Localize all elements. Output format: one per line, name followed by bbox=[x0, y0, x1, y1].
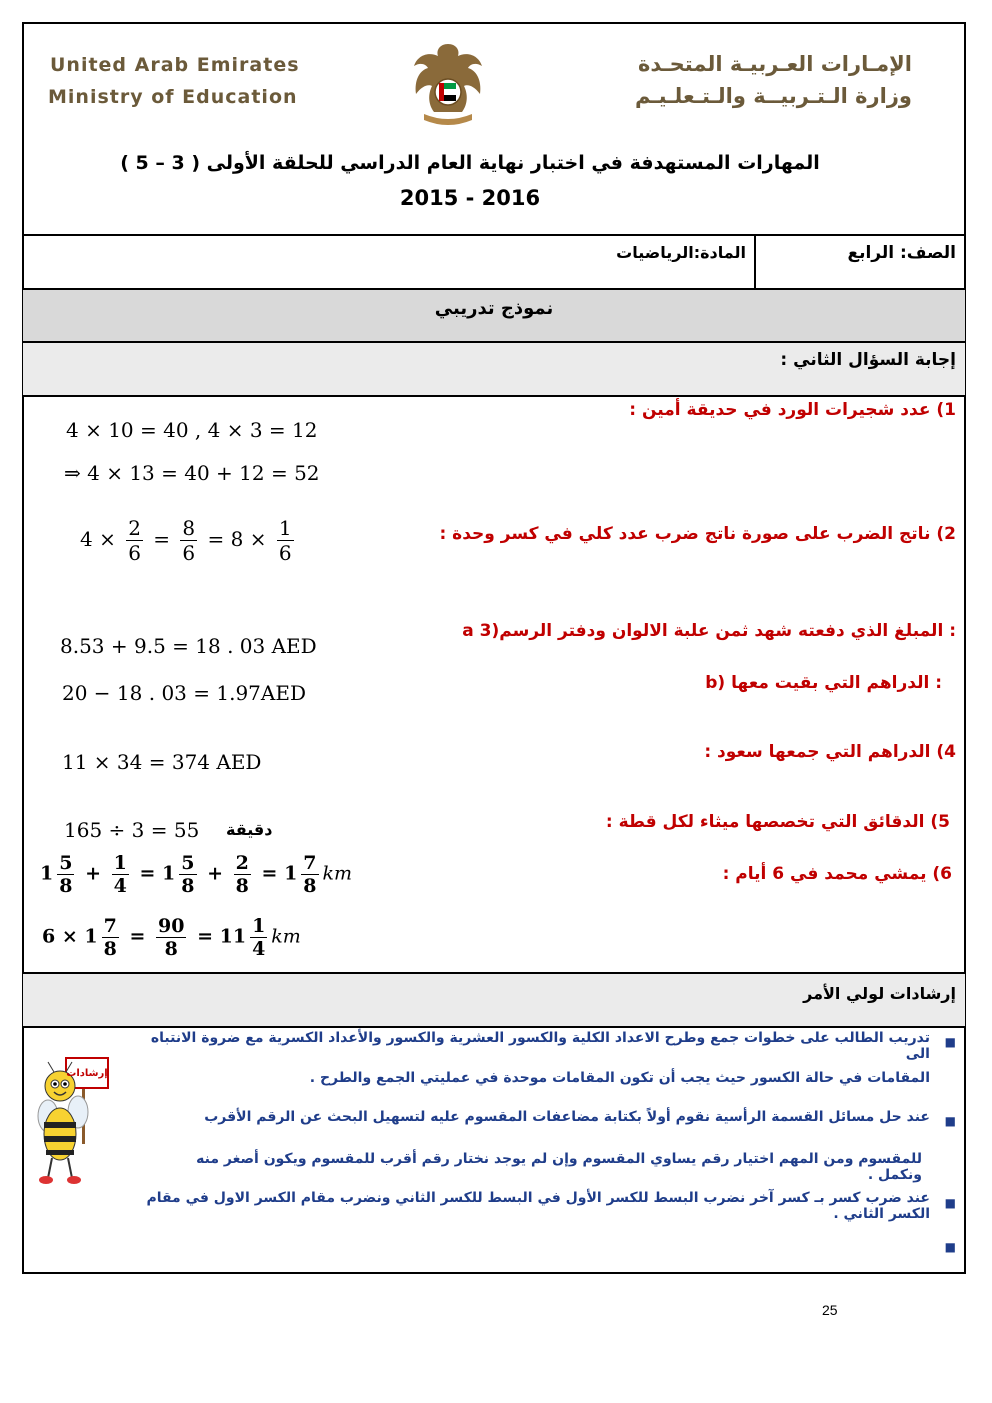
bee-sign-text: إرشادات bbox=[66, 1068, 108, 1079]
divider bbox=[22, 234, 966, 236]
math-1b: ⇒ 4 × 13 = 40 + 12 = 52 bbox=[64, 461, 320, 485]
question-5: 5) الدقائق التي تخصصها ميثاء لكل قطة : bbox=[605, 812, 950, 832]
question-6: 6) يمشي محمد في 6 أيام : bbox=[722, 864, 952, 884]
bullet-3: ■ bbox=[944, 1196, 956, 1210]
note-2b: للمقسوم ومن المهم اختيار رقم يساوي المقسوم وإن لم يوجد نختار رقم أقرب للمقسوم ويكون أصغر منه ونكمل . bbox=[196, 1151, 922, 1183]
en-line2: Ministry of Education bbox=[48, 86, 298, 108]
page-number: 25 bbox=[822, 1302, 838, 1318]
note-3: عند ضرب كسر بـ كسر آخر نضرب البسط للكسر الأول في البسط للكسر الثاني ونضرب مقام الكسر الاول في مقام الكسر الثاني . bbox=[146, 1190, 930, 1222]
math-6b: 6 × 1 $\frac{7}{8}$ = $\frac{90}{8}$ = 11 $\frac{1}{4}$ km bbox=[42, 915, 301, 960]
answer-heading: إجابة السؤال الثاني : bbox=[780, 350, 956, 370]
ar-line2: وزارة الـتـربيــة والـتـعلـيـم bbox=[635, 84, 912, 108]
grade-label: الصف: الرابع bbox=[847, 243, 956, 263]
math-3b: 20 − 18 . 03 = 1.97AED bbox=[62, 681, 306, 705]
note-1b: المقامات في حالة الكسور حيث يجب أن تكون المقامات موحدة في عمليتي الجمع والطرح . bbox=[309, 1070, 930, 1086]
question-4: 4) الدراهم التي جمعها سعود : bbox=[704, 742, 956, 762]
math-2: 4 × $\frac{2}{6}$ = $\frac{8}{6}$ = 8 × $\frac{1}{6}$ bbox=[80, 516, 292, 565]
math-6a: 1 $\frac{5}{8}$ + $\frac{1}{4}$ = 1 $\frac{5}{8}$ + $\frac{2}{8}$ = 1 $\frac{7}{8}$ km bbox=[40, 852, 353, 897]
math-3a: 8.53 + 9.5 = 18 . 03 AED bbox=[60, 634, 317, 658]
question-2: 2) ناتج الضرب على صورة ناتج ضرب عدد كلي في كسر وحدة : bbox=[439, 524, 956, 544]
math-4: 11 × 34 = 374 AED bbox=[62, 750, 262, 774]
bullet-2: ■ bbox=[944, 1114, 956, 1128]
math-1a: 4 × 10 = 40 , 4 × 3 = 12 bbox=[66, 418, 318, 442]
guidance-heading: إرشادات لولي الأمر bbox=[803, 984, 956, 1003]
question-3b: b) الدراهم التي بقيت معها : bbox=[705, 673, 942, 693]
note-1a: تدريب الطالب على خطوات جمع وطرح الاعداد الكلية والكسور العشرية والكسور والأعداد الكسرية مع ضروة الانتباه الى bbox=[150, 1030, 930, 1062]
model-title: نموذج تدريبي bbox=[434, 298, 554, 319]
info-divider bbox=[754, 236, 756, 288]
bullet-1: ■ bbox=[944, 1035, 956, 1049]
note-2a: عند حل مسائل القسمة الرأسية نقوم أولاً بكتابة مضاعفات المقسوم عليه لتسهيل البحث عن الرقم الأقرب bbox=[204, 1109, 930, 1125]
divider bbox=[22, 1026, 966, 1028]
emblem-icon bbox=[410, 40, 486, 128]
question-3a: a 3)المبلغ الذي دفعته شهد ثمن علبة الالوان ودفتر الرسم : bbox=[462, 621, 956, 641]
subject-label: المادة:الرياضيات bbox=[616, 243, 746, 262]
bullet-4: ■ bbox=[944, 1240, 956, 1254]
math-5: 165 ÷ 3 = 55 bbox=[64, 818, 200, 842]
ar-line1: الإمـارات العـربيـة المتحـدة bbox=[637, 52, 912, 76]
divider bbox=[22, 395, 966, 397]
page-title: المهارات المستهدفة في اختبار نهاية العام الدراسي للحلقة الأولى ( 3 – 5 ) bbox=[120, 152, 820, 174]
en-line1: United Arab Emirates bbox=[50, 54, 300, 76]
question-1: 1) عدد شجيرات الورد في حديقة أمين : bbox=[629, 400, 956, 420]
year-range: 2015 - 2016 bbox=[399, 186, 541, 210]
math-5-unit: دقيقة bbox=[226, 820, 273, 839]
